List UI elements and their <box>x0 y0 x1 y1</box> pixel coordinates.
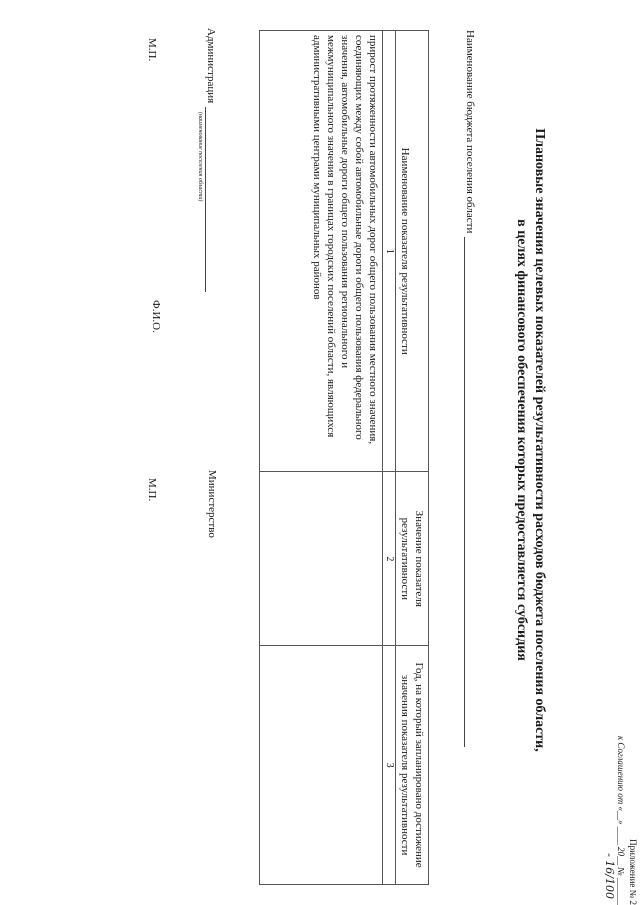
annex-handwritten-number: - 16/100 <box>603 853 616 899</box>
ministry-label: Министерство <box>206 470 218 538</box>
administration-label: Администрация <box>205 28 217 104</box>
column-number-row <box>383 31 396 885</box>
stamp-place-right: М.П. <box>146 478 158 502</box>
budget-name-blank <box>464 237 477 747</box>
title-line-1: Плановые значения целевых показателей результативности расходов бюджета поселения области, <box>532 128 547 752</box>
column-number: 1 <box>383 31 396 472</box>
column-number: 2 <box>383 472 396 646</box>
annex-title: Приложение № 2 <box>628 839 638 905</box>
table-row <box>260 31 383 885</box>
stamp-place-left: М.П. <box>146 38 158 62</box>
administration-signature <box>205 28 218 292</box>
target-year-cell <box>260 646 383 885</box>
document-title <box>512 120 548 760</box>
header-indicator-name: Наименование показателя результативности <box>396 31 429 472</box>
annex-reference: к Соглашению от «__» ____ 20__ № ______ <box>616 735 626 905</box>
administration-note: (наименование поселения области) <box>197 112 203 202</box>
table-header-row <box>396 31 429 885</box>
annex-header <box>604 565 638 905</box>
budget-label: Наименование бюджета поселения области <box>464 30 476 234</box>
indicator-name-cell: прирост протяженности автомобильных дорог общего пользования местного значения, соединяющих между собой автомобильные дороги общего пользования федерального значения, автомобильные дороги общего пользования регионального и межмуниципального значения в границах городских поселений области, являющихся административными центрами муниципальных районов <box>260 31 383 472</box>
full-name-label: Ф.И.О. <box>150 300 162 333</box>
indicator-value-cell <box>260 472 383 646</box>
column-number: 3 <box>383 646 396 885</box>
header-indicator-value: Значение показателя результативности <box>396 472 429 646</box>
indicators-table <box>259 30 429 885</box>
title-line-2: в целях финансового обеспечения которых предоставляется субсидия <box>514 219 529 661</box>
header-target-year: Год, на который запланировано достижение значения показателя результативности <box>396 646 429 885</box>
budget-name-line <box>464 30 477 747</box>
administration-name-blank <box>205 107 218 292</box>
